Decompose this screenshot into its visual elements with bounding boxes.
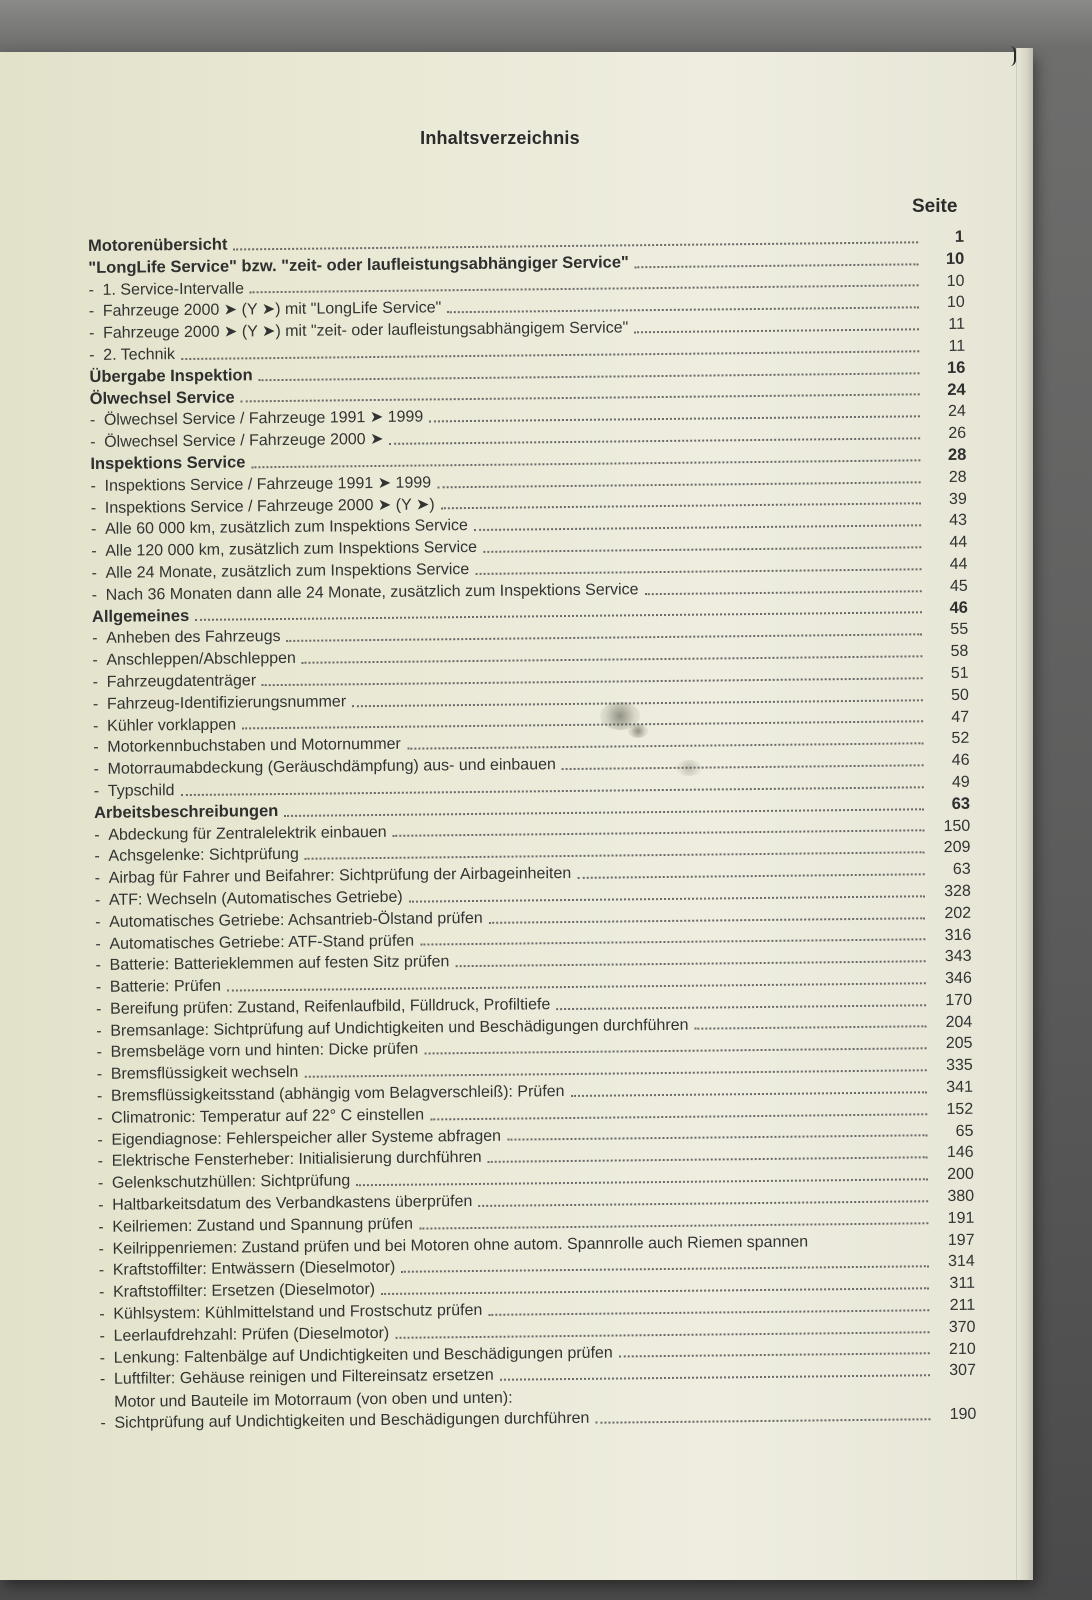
list-dash: -	[96, 1087, 103, 1106]
dot-leader	[195, 611, 922, 622]
binding-mark	[1008, 46, 1016, 66]
toc-page-number: 51	[950, 664, 969, 682]
toc-entry-label: Motorenübersicht	[88, 235, 228, 255]
toc-page-number: 63	[951, 794, 971, 813]
dot-leader	[393, 829, 925, 838]
toc-entry-label	[99, 1257, 396, 1282]
list-dash: -	[94, 848, 100, 866]
list-dash: -	[98, 1218, 104, 1236]
toc-page-number: 1	[954, 227, 965, 246]
dot-leader	[356, 1177, 928, 1186]
toc-entry-label: Allgemeines	[91, 606, 190, 626]
toc-entry-label	[99, 1323, 389, 1348]
toc-entry-text: Nach 36 Monaten dann alle 24 Monate, zusätzlich zum Inspektions Service	[105, 581, 639, 604]
toc-entry-text: Inspektions Service / Fahrzeuge 2000 ➤ (Y ➤)	[104, 495, 435, 517]
toc-entry-label	[95, 908, 483, 934]
toc-entry-text: Keilrippenriemen: Zustand prüfen und bei Motoren ohne autom. Spannrolle auch Riemen spannen	[112, 1233, 809, 1258]
toc-entry-label	[93, 714, 236, 737]
toc-page-number: 380	[947, 1187, 975, 1206]
toc-entry-label	[93, 670, 257, 694]
list-dash: -	[90, 521, 97, 539]
toc-page-number: 10	[946, 272, 965, 290]
dot-leader	[242, 720, 923, 730]
dot-leader	[814, 1245, 928, 1247]
dot-leader	[645, 589, 922, 595]
list-dash: -	[99, 1371, 106, 1389]
list-dash: -	[91, 564, 97, 582]
list-dash: -	[94, 891, 101, 909]
toc-page-number: 209	[943, 839, 971, 857]
page-column-header: Seite	[912, 196, 958, 217]
list-dash: -	[91, 543, 97, 561]
list-dash: -	[96, 1000, 102, 1018]
toc-page-number: 200	[947, 1166, 974, 1184]
toc-page-number: 10	[946, 294, 965, 312]
toc-page-number: 152	[946, 1100, 974, 1118]
toc-entry-text: Abdeckung für Zentralelektrik einbauen	[108, 823, 387, 844]
dot-leader	[251, 458, 920, 468]
toc-page-number: 314	[947, 1253, 975, 1271]
toc-entry-text: Motorraumabdeckung (Geräuschdämpfung) aus- und einbauen	[107, 756, 556, 778]
toc-entry-text: Achsgelenke: Sichtprüfung	[108, 846, 299, 866]
dot-leader	[227, 981, 926, 991]
toc-entry-label: Arbeitsbeschreibungen	[93, 801, 279, 822]
toc-page-number: 341	[946, 1078, 974, 1097]
toc-entry-text: ATF: Wechseln (Automatisches Getriebe)	[108, 888, 403, 909]
dot-leader	[556, 1003, 926, 1010]
list-dash: -	[88, 303, 95, 321]
dot-leader	[352, 698, 923, 707]
dot-leader	[571, 1090, 927, 1097]
dot-leader	[455, 959, 925, 967]
dot-leader	[483, 545, 921, 553]
list-dash: -	[97, 1175, 104, 1193]
list-dash: -	[90, 499, 97, 517]
toc-entry-label: "LongLife Service" bzw. "zeit- oder laufleistungsabhängiger Service"	[88, 253, 629, 277]
toc-entry-text: Kühlsystem: Kühlmittelstand und Frostschutz prüfen	[113, 1301, 483, 1323]
list-dash: -	[99, 1305, 105, 1323]
toc-entry-text: Batterie: Batterieklemmen auf festen Sitz prüfen	[109, 953, 450, 975]
toc-page-number: 43	[949, 512, 968, 530]
toc-page-number: 24	[948, 403, 966, 421]
toc-entry-label	[98, 1191, 472, 1217]
list-dash: -	[90, 434, 96, 452]
dot-leader	[390, 436, 921, 445]
dot-leader	[562, 763, 924, 770]
stain-mark	[628, 724, 648, 738]
dot-leader	[635, 262, 919, 268]
list-dash: -	[88, 281, 94, 299]
dot-leader	[407, 741, 924, 749]
toc-entry-text: Automatisches Getriebe: Achsantrieb-Ölstand prüfen	[109, 909, 483, 931]
toc-entry-text: Fahrzeuge 2000 ➤ (Y ➤) mit "zeit- oder laufleistungsabhängigem Service"	[102, 319, 629, 343]
toc-page-number: 63	[952, 860, 971, 879]
toc-entry-label: Ölwechsel Service	[89, 388, 235, 408]
list-dash: -	[91, 586, 98, 604]
list-dash: -	[95, 913, 101, 931]
toc-page-number: 11	[948, 316, 966, 334]
toc-entry-text: Leerlaufdrehzahl: Prüfen (Dieselmotor)	[113, 1324, 390, 1345]
list-dash: -	[98, 1262, 105, 1280]
dot-leader	[284, 807, 924, 817]
toc-page-number: 335	[945, 1057, 973, 1075]
list-dash: -	[92, 695, 99, 713]
toc-entry-label	[93, 734, 401, 759]
toc-entry-label	[96, 952, 450, 977]
list-dash: -	[95, 935, 101, 953]
page-title: Inhaltsverzeichnis	[420, 128, 580, 148]
toc-entry-text: Airbag für Fahrer und Beifahrer: Sichtprüfung der Airbageinheiten	[108, 865, 572, 887]
toc-entry-text: Bremsanlage: Sichtprüfung auf Undichtigkeiten und Beschädigungen durchführen	[110, 1016, 689, 1040]
toc-entry-text: Lenkung: Faltenbälge auf Undichtigkeiten und Beschädigungen prüfen	[113, 1344, 613, 1367]
toc-entry-label	[99, 1279, 375, 1304]
list-dash: -	[92, 652, 98, 670]
toc-page-number: 370	[948, 1318, 976, 1336]
dot-leader	[233, 240, 918, 250]
toc-entry-label	[89, 344, 175, 367]
list-dash: -	[94, 870, 101, 888]
toc-entry-text: Haltbarkeitsdatum des Verbandkastens überprüfen	[112, 1193, 473, 1214]
list-dash: -	[93, 739, 99, 757]
dot-leader	[430, 1112, 927, 1120]
list-dash: -	[92, 630, 98, 648]
toc-entry-label	[94, 780, 175, 803]
toc-entry-text: Motorkennbuchstaben und Motornummer	[107, 736, 401, 757]
toc-entry-text: Automatisches Getriebe: ATF-Stand prüfen	[109, 932, 415, 953]
toc-entry-text: 2. Technik	[103, 346, 176, 364]
toc-entry-text: Kraftstoffilter: Ersetzen (Dieselmotor)	[112, 1281, 376, 1302]
list-dash: -	[95, 978, 102, 997]
toc-page-number: 202	[944, 904, 972, 922]
toc-entry-text: Alle 24 Monate, zusätzlich zum Inspektions Service	[105, 560, 470, 582]
list-dash: -	[96, 1022, 102, 1040]
toc-entry-label	[98, 1171, 351, 1195]
dot-leader	[419, 1221, 928, 1229]
toc-entry-text: Batterie: Prüfen	[109, 977, 222, 996]
dot-leader	[401, 1265, 929, 1274]
toc-entry-label	[95, 887, 403, 912]
list-dash: -	[98, 1240, 105, 1258]
toc-entry-label	[94, 821, 387, 846]
toc-page-number: 50	[950, 686, 969, 704]
toc-page-number: 150	[943, 817, 971, 835]
toc-page-number: 45	[949, 577, 968, 595]
list-dash: -	[93, 782, 100, 800]
toc-page-number: 328	[944, 882, 971, 900]
list-dash: -	[98, 1284, 105, 1302]
stain-mark	[676, 760, 702, 776]
toc-entry-text: Bereifung prüfen: Zustand, Reifenlaufbild, Fülldruck, Profiltiefe	[110, 996, 551, 1018]
toc-entry-text: Climatronic: Temperatur auf 22° C einstellen	[111, 1106, 425, 1127]
list-dash: -	[97, 1109, 103, 1127]
toc-page-number: 11	[948, 337, 966, 355]
dot-leader	[302, 654, 923, 663]
toc-entry-text: Fahrzeugdatenträger	[106, 672, 257, 691]
toc-entry-text: 1. Service-Intervalle	[102, 279, 245, 299]
list-dash: -	[98, 1196, 104, 1215]
toc-page-number: 10	[945, 249, 965, 268]
dot-leader	[250, 284, 919, 294]
dot-leader	[634, 327, 919, 333]
toc-entry-text: Ölwechsel Service / Fahrzeuge 1991 ➤ 1999	[103, 408, 424, 430]
toc-entry-label	[88, 278, 244, 301]
toc-entry-label	[92, 626, 281, 650]
dot-leader	[409, 894, 925, 902]
toc-entry-text: Fahrzeuge 2000 ➤ (Y ➤) mit "LongLife Service"	[102, 299, 442, 321]
dot-leader	[262, 676, 923, 686]
toc-entry-label	[98, 1147, 482, 1173]
dot-leader	[420, 938, 925, 946]
toc-page-number: 311	[949, 1275, 976, 1293]
toc-entry-text: Alle 120 000 km, zusätzlich zum Inspektions Service	[105, 539, 478, 560]
toc-entry-label: Inspektions Service	[90, 453, 246, 473]
toc-page-number: 46	[949, 598, 969, 617]
toc-page-number: 46	[951, 751, 970, 770]
toc-page-number: 49	[951, 773, 970, 791]
list-dash: -	[96, 1066, 103, 1084]
dot-leader	[694, 1025, 926, 1030]
list-dash: -	[89, 412, 96, 430]
dot-leader	[500, 1373, 930, 1381]
toc-entry-label	[99, 1300, 482, 1326]
list-dash: -	[99, 1349, 106, 1367]
toc-page-number: 52	[951, 730, 970, 748]
list-dash: -	[95, 957, 102, 975]
toc-entry-label	[94, 844, 299, 868]
toc-entry-text: Kühler vorklappen	[107, 716, 237, 735]
toc-entry-text: Kraftstoffilter: Entwässern (Dieselmotor)	[112, 1259, 396, 1280]
dot-leader	[381, 1286, 929, 1295]
toc-entry-text: Bremsflüssigkeit wechseln	[110, 1064, 299, 1084]
toc-entry-label: Übergabe Inspektion	[89, 366, 253, 386]
toc-entry-label	[92, 648, 296, 672]
toc-entry-text: Anheben des Fahrzeugs	[106, 628, 281, 648]
toc-entry-text-continued: Sichtprüfung auf Undichtigkeiten und Beschädigungen durchführen	[114, 1410, 590, 1433]
toc-page-number: 44	[949, 555, 968, 573]
toc-page-number: 28	[947, 445, 967, 464]
dot-leader	[241, 393, 920, 403]
toc-entry-text: Elektrische Fensterheber: Initialisierung durchführen	[111, 1149, 482, 1171]
dot-leader	[478, 1199, 928, 1207]
toc-page-number: 39	[948, 490, 967, 508]
toc-entry-label	[96, 976, 221, 999]
toc-entry-text: Alle 60 000 km, zusätzlich zum Inspektions Service	[104, 517, 468, 539]
dot-leader	[507, 1134, 927, 1141]
toc-page-number: 316	[944, 926, 972, 944]
toc-page-number: 28	[948, 468, 967, 486]
toc-page-number: 16	[946, 358, 966, 377]
toc-page-number: 55	[950, 621, 969, 639]
toc-page-number: 170	[945, 991, 973, 1009]
dot-leader	[287, 632, 923, 642]
dot-leader	[304, 1068, 926, 1078]
toc-page-number: 58	[950, 642, 969, 661]
dot-leader	[429, 414, 920, 422]
toc-entry-text: Gelenkschutzhüllen: Sichtprüfung	[111, 1172, 351, 1193]
list-dash: -	[93, 717, 99, 735]
dot-leader	[595, 1417, 930, 1424]
toc-page-number: 197	[947, 1231, 975, 1249]
toc-page-number: 343	[944, 948, 972, 966]
list-dash: -	[96, 1044, 102, 1062]
toc-entry-label	[90, 429, 384, 454]
dot-leader	[441, 502, 921, 510]
dot-leader	[489, 916, 925, 924]
list-dash: -	[89, 346, 95, 364]
dot-leader	[395, 1330, 929, 1339]
list-dash: -	[93, 761, 100, 779]
toc-entry-label	[93, 691, 346, 715]
dot-leader	[447, 305, 919, 313]
toc-page-number: 44	[949, 533, 968, 552]
list-dash: -	[88, 325, 95, 343]
toc-entry-text: Luftfilter: Gehäuse reinigen und Filtereinsatz ersetzen	[113, 1367, 494, 1389]
list-dash: -	[90, 477, 97, 495]
toc-entry-text: Keilriemen: Zustand und Spannung prüfen	[112, 1215, 414, 1236]
toc-entry-text: Ölwechsel Service / Fahrzeuge 2000 ➤	[104, 431, 384, 452]
dot-leader	[474, 523, 921, 531]
toc-page-number: 191	[947, 1209, 975, 1227]
list-dash: -	[97, 1131, 103, 1149]
list-dash: -	[99, 1327, 105, 1345]
toc-page-number: 65	[955, 1122, 974, 1140]
list-dash: -	[100, 1415, 106, 1433]
toc-entry-text: Bremsbeläge vorn und hinten: Dicke prüfen	[110, 1041, 419, 1062]
dot-leader	[305, 850, 925, 859]
toc-page-number: 307	[949, 1362, 977, 1380]
list-dash: -	[92, 673, 99, 691]
dot-leader	[488, 1156, 928, 1164]
toc-entry-label	[97, 1062, 299, 1086]
list-dash: -	[94, 826, 100, 844]
toc-entry-text: Inspektions Service / Fahrzeuge 1991 ➤ 1999	[104, 474, 432, 495]
page-edge	[1016, 48, 1033, 1580]
toc-entry-label	[96, 1039, 418, 1064]
table-of-contents	[88, 227, 977, 1435]
toc-entry-text: Typschild	[107, 782, 175, 800]
toc-page-number: 190	[949, 1406, 977, 1424]
toc-page-number: 47	[951, 708, 970, 726]
dot-leader	[259, 371, 920, 381]
dot-leader	[577, 872, 925, 879]
toc-entry-text: Fahrzeug-Identifizierungsnummer	[106, 693, 347, 713]
toc-entry-text: Anschleppen/Abschleppen	[106, 649, 297, 669]
toc-page-number: 26	[948, 424, 967, 443]
toc-page-number: 211	[949, 1296, 976, 1315]
dot-leader	[475, 567, 921, 575]
dot-leader	[488, 1308, 929, 1316]
dot-leader	[424, 1047, 926, 1055]
toc-page-number: 210	[948, 1340, 976, 1358]
list-dash: -	[97, 1153, 104, 1171]
toc-entry-label	[100, 1386, 589, 1435]
dot-leader	[181, 349, 919, 360]
toc-page-number: 346	[945, 969, 972, 988]
toc-entry-text: Eigendiagnose: Fehlerspeicher aller Systeme abfragen	[111, 1127, 502, 1149]
toc-entry-text: Bremsflüssigkeitsstand (abhängig vom Belagverschleiß): Prüfen	[110, 1083, 565, 1105]
toc-entry-text: Motor und Bauteile im Motorraum (von oben und unten):	[114, 1389, 513, 1411]
dot-leader	[619, 1352, 930, 1358]
toc-subentry	[100, 1382, 976, 1435]
toc-page-number: 205	[945, 1035, 973, 1053]
toc-page-number: 24	[947, 380, 966, 399]
dot-leader	[437, 480, 921, 488]
toc-page-number: 204	[945, 1013, 973, 1031]
toc-page-number: 146	[946, 1144, 974, 1162]
